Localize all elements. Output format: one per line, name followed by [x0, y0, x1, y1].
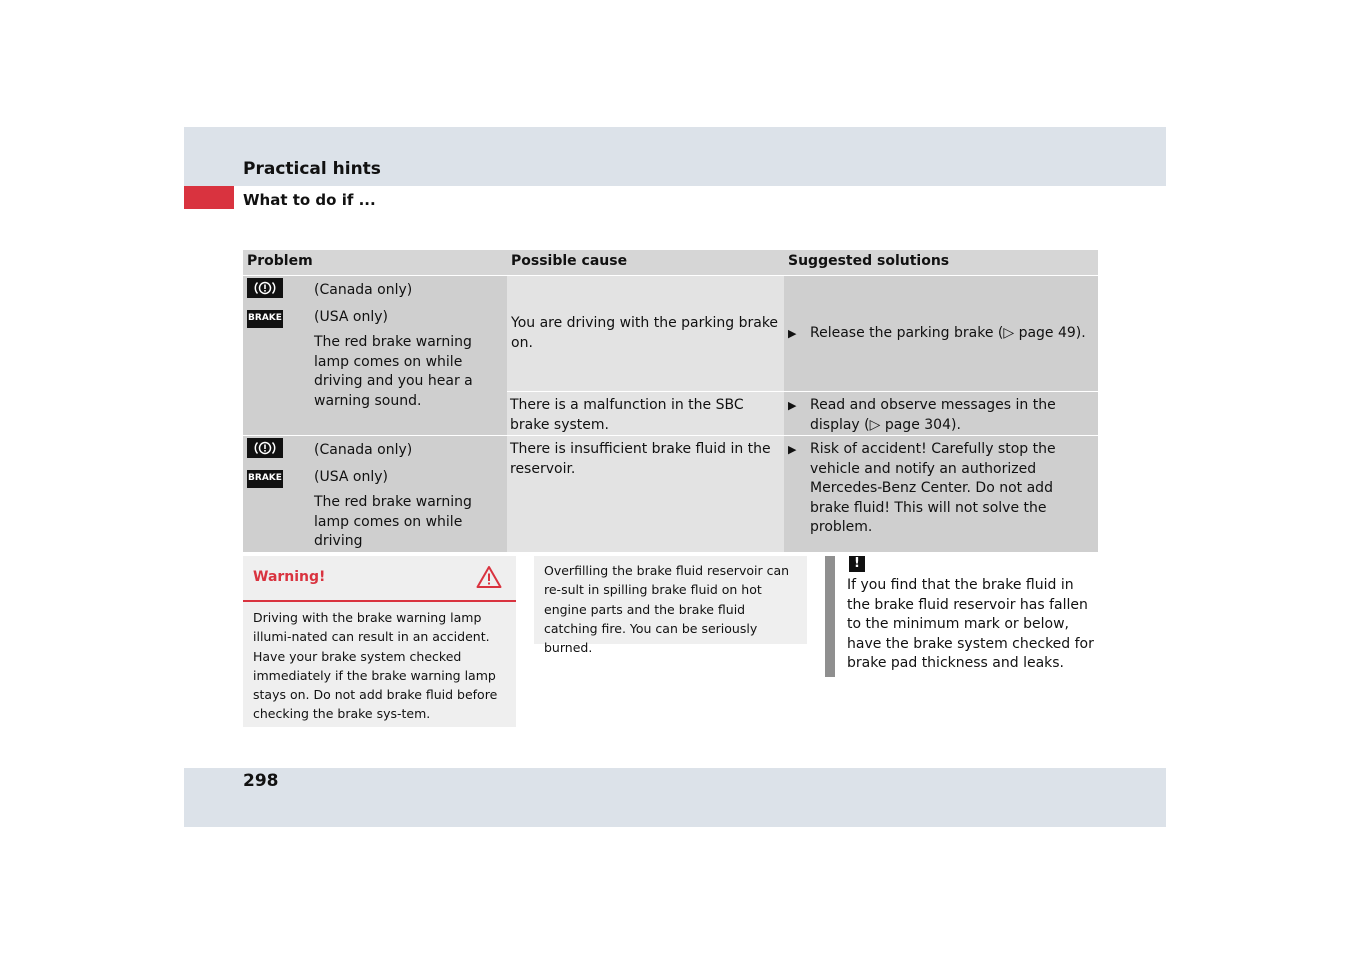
problem-description: The red brake warning lamp comes on while driving and you hear a warning sound.	[314, 334, 473, 409]
brake-text-icon: BRAKE	[247, 470, 283, 488]
solution-cell	[784, 276, 1098, 392]
solution-text: Risk of accident! Carefully stop the vehicle and notify an authorized Mercedes-Benz Center. Do not add brake fluid! This will not solve the problem.	[810, 441, 1056, 535]
canada-only-label: (Canada only)	[314, 281, 413, 298]
solution-text: Read and observe messages in the display (▷ page 304).	[810, 397, 1056, 433]
note-box	[534, 556, 807, 656]
problem-cell	[243, 276, 507, 436]
subsection-title: What to do if ...	[243, 191, 376, 209]
table-header-row	[243, 250, 1098, 276]
section-title: Practical hints	[243, 159, 381, 179]
exclamation-icon: !	[849, 556, 865, 572]
cause-cell	[507, 276, 784, 392]
cause-text: There is insufficient brake fluid in the reservoir.	[510, 441, 771, 477]
cause-cell	[507, 436, 784, 553]
troubleshooting-table	[243, 250, 1098, 553]
header-problem: Problem	[243, 250, 507, 276]
solution-cell	[784, 436, 1098, 553]
table-row	[243, 436, 1098, 553]
cause-text: There is a malfunction in the SBC brake system.	[510, 397, 744, 433]
canada-only-label: (Canada only)	[314, 441, 413, 458]
warning-triangle-icon	[476, 565, 502, 593]
brake-text-icon: BRAKE	[247, 310, 283, 328]
caution-bar	[825, 556, 835, 677]
warning-text: Driving with the brake warning lamp illumi-nated can result in an accident. Have your brake system checked immediately if the brake warning lamp stays on. Do not add brake fluid before checking the brake sys-tem.	[253, 610, 498, 722]
bullet-arrow-icon: ▶	[788, 443, 797, 456]
bullet-arrow-icon: ▶	[788, 399, 797, 412]
caution-text: If you find that the brake fluid in the brake fluid reservoir has fallen to the minimum mark or below, have the brake system checked for brake pad thickness and leaks.	[847, 577, 1094, 671]
brake-warning-circle-icon	[247, 278, 283, 298]
header-solution: Suggested solutions	[784, 250, 1098, 276]
problem-description: The red brake warning lamp comes on while driving	[314, 494, 472, 549]
header-cause: Possible cause	[507, 250, 784, 276]
solution-cell	[784, 392, 1098, 436]
table-row	[243, 276, 1098, 392]
warning-box	[243, 556, 516, 727]
section-marker	[184, 186, 234, 209]
bullet-arrow-icon: ▶	[788, 326, 797, 340]
usa-only-label: (USA only)	[314, 468, 388, 485]
brake-warning-circle-icon	[247, 438, 283, 458]
note-text: Overfilling the brake fluid reservoir can re-sult in spilling brake fluid on hot engine parts and the brake fluid catching fire. You can be seriously burned.	[544, 563, 790, 656]
footer-band	[184, 768, 1166, 827]
page-number: 298	[243, 771, 279, 791]
usa-only-label: (USA only)	[314, 308, 388, 325]
caution-note	[825, 556, 1097, 677]
cause-text: You are driving with the parking brake on.	[511, 315, 779, 351]
warning-title: Warning!	[253, 569, 326, 585]
solution-text: Release the parking brake (▷ page 49).	[810, 324, 1086, 341]
problem-cell	[243, 436, 507, 553]
cause-cell	[507, 392, 784, 436]
